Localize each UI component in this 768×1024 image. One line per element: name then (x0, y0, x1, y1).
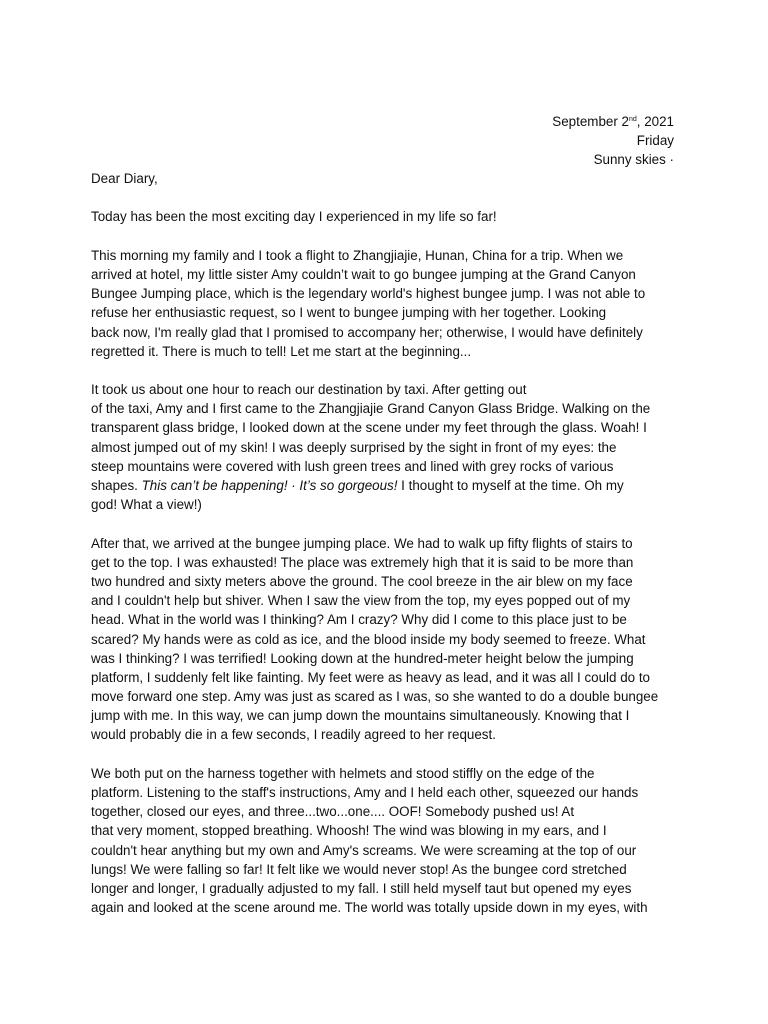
paragraph-line: refuse her enthusiastic request, so I went to bungee jumping with her together. Looking (91, 305, 607, 321)
paragraph-line: transparent glass bridge, I looked down at the scene under my feet through the glass. Woah! I (91, 420, 647, 436)
paragraph-line: almost jumped out of my skin! I was deeply surprised by the sight in front of my eyes: the (91, 439, 617, 455)
paragraph-line: move forward one step. Amy was just as scared as I was, so she wanted to do a double bungee (91, 689, 659, 705)
paragraph-line: It took us about one hour to reach our destination by taxi. After getting out (91, 382, 527, 398)
paragraph-line: This morning my family and I took a flight to Zhangjiajie, Hunan, China for a trip. When we (91, 247, 624, 263)
italic-thought: This can’t be happening! · It’s so gorgeous! (141, 478, 398, 493)
paragraph-line: lungs! We were falling so far! It felt like we would never stop! As the bungee cord stretched (91, 861, 627, 877)
paragraph-line: scared? My hands were as cold as ice, and the blood inside my body seemed to freeze. What (91, 631, 646, 647)
paragraph-line: two hundred and sixty meters above the ground. The cool breeze in the air blew on my face (91, 573, 633, 589)
paragraph-line: Bungee Jumping place, which is the legendary world's highest bungee jump. I was not able to (91, 286, 646, 302)
paragraph-3 (91, 534, 691, 745)
date-ordinal-suffix: nd (628, 116, 637, 123)
spacer (91, 188, 691, 207)
paragraph-line: head. What in the world was I thinking? Am I crazy? Why did I come to this place just to be (91, 612, 627, 628)
paragraph-line: regretted it. There is much to tell! Let me start at the beginning... (91, 343, 472, 359)
paragraph-line-with-italic (91, 476, 691, 495)
weather: Sunny skies · (593, 152, 674, 168)
paragraph-line: again and looked at the scene around me. The world was totally upside down in my eyes, with (91, 900, 648, 916)
paragraph-line: couldn't hear anything but my own and Amy's screams. We were screaming at the top of our (91, 842, 637, 858)
date-year: , 2021 (636, 114, 674, 129)
date-line (552, 112, 674, 131)
paragraph-line: platform. Listening to the staff's instructions, Amy and I held each other, squeezed our hands (91, 785, 639, 800)
spacer (91, 745, 691, 764)
paragraph-line: back now, I'm really glad that I promised to accompany her; otherwise, I would have definitely (91, 324, 643, 340)
diary-header (552, 112, 674, 170)
intro-sentence: Today has been the most exciting day I experienced in my life so far! (91, 209, 497, 225)
paragraph-line: steep mountains were covered with lush green trees and lined with grey rocks of various (91, 458, 614, 474)
spacer (91, 361, 691, 380)
paragraph-line: was I thinking? I was terrified! Looking down at the hundred-meter height below the jumping (91, 650, 634, 666)
paragraph-line: of the taxi, Amy and I first came to the Zhangjiajie Grand Canyon Glass Bridge. Walking on the (91, 401, 651, 417)
paragraph-line: We both put on the harness together with helmets and stood stiffly on the edge of the (91, 765, 595, 781)
date-month-day: September 2 (552, 114, 629, 129)
greeting: Dear Diary, (91, 171, 158, 186)
diary-body (91, 169, 691, 917)
paragraph-line: together, closed our eyes, and three...two...one.... OOF! Somebody pushed us! At (91, 804, 575, 820)
italic-line-lead: shapes. (91, 478, 142, 493)
paragraph-line: platform, I suddenly felt like fainting. My feet were as heavy as lead, and it was all I could do to (91, 669, 650, 685)
spacer (91, 227, 691, 246)
paragraph-line: would probably die in a few seconds, I readily agreed to her request. (91, 727, 496, 743)
paragraph-line: longer and longer, I gradually adjusted to my fall. I still held myself taut but opened my eyes (91, 880, 632, 896)
paragraph-line: After that, we arrived at the bungee jumping place. We had to walk up fifty flights of stairs to (91, 535, 633, 551)
weekday: Friday (636, 133, 674, 149)
paragraph-line: arrived at hotel, my little sister Amy couldn’t wait to go bungee jumping at the Grand Canyon (91, 266, 636, 282)
paragraph-2 (91, 380, 691, 514)
paragraph-line: god! What a view!) (91, 497, 202, 513)
spacer (91, 514, 691, 533)
paragraph-line: jump with me. In this way, we can jump down the mountains simultaneously. Knowing that I (91, 708, 630, 724)
paragraph-1 (91, 246, 691, 361)
paragraph-4 (91, 764, 691, 918)
paragraph-line: get to the top. I was exhausted! The place was extremely high that it is said to be more than (91, 554, 634, 570)
paragraph-line: that very moment, stopped breathing. Whoosh! The wind was blowing in my ears, and I (91, 823, 607, 839)
paragraph-line: and I couldn't help but shiver. When I saw the view from the top, my eyes popped out of my (91, 593, 631, 609)
italic-line-tail: I thought to myself at the time. Oh my (397, 478, 624, 493)
